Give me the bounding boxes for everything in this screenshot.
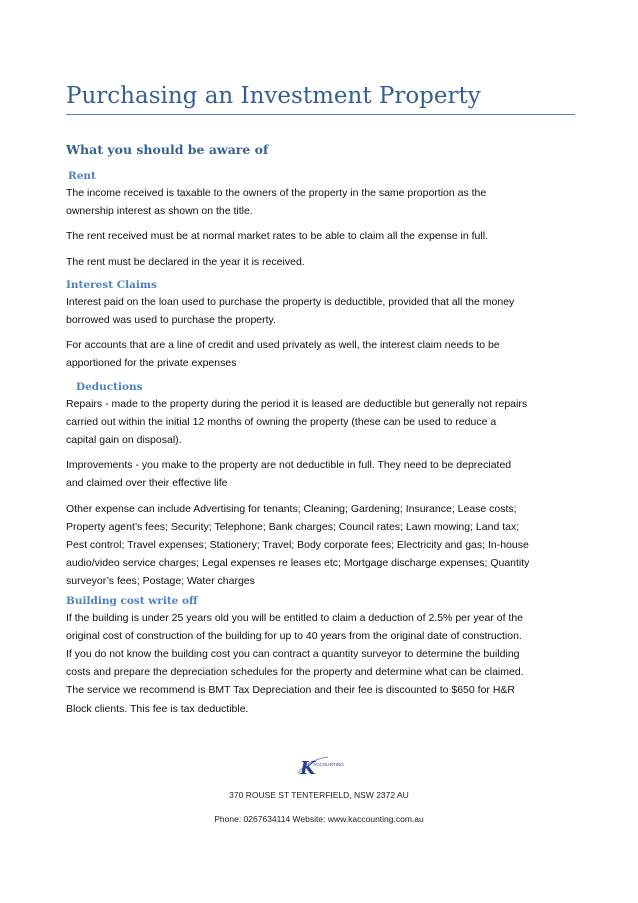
text-line: costs and prepare the depreciation schedules for the property and determine what can be claimed. xyxy=(66,666,524,679)
text-line: ownership interest as shown on the title. xyxy=(66,205,253,218)
text-line: Block clients. This fee is tax deductible. xyxy=(66,702,249,715)
text-line: and claimed over their effective life xyxy=(66,477,228,490)
building-heading: Building cost write off xyxy=(66,594,198,607)
text-line: Interest paid on the loan used to purchase the property is deductible, provided that all the money xyxy=(66,295,515,308)
footer-contact: Phone: 0267634114 Website: www.kaccounting.com.au xyxy=(214,814,424,824)
deductions-paragraph-3 xyxy=(66,500,566,591)
k-accounting-logo xyxy=(292,752,354,778)
building-paragraph xyxy=(66,609,566,718)
rent-section xyxy=(66,169,566,271)
text-line: The income received is taxable to the owners of the property in the same proportion as the xyxy=(66,187,487,199)
page-title: Purchasing an Investment Property xyxy=(66,83,481,109)
text-line: Repairs - made to the property during the period it is leased are deductible but generally not repairs xyxy=(66,397,528,410)
text-line: If the building is under 25 years old you will be entitled to claim a deduction of 2.5% per year of the xyxy=(66,611,524,624)
deductions-paragraph-2 xyxy=(66,456,566,492)
document-body xyxy=(66,141,566,718)
title-underline xyxy=(66,114,575,115)
text-line: carried out within the initial 12 months of owning the property (these can be used to reduce a xyxy=(66,415,497,428)
building-section xyxy=(66,594,566,718)
rent-heading: Rent xyxy=(68,170,96,182)
text-line: Pest control; Travel expenses; Stationery; Travel; Body corporate fees; Electricity and gas; In-house xyxy=(66,539,529,552)
text-line: The service we recommend is BMT Tax Depreciation and their fee is discounted to $650 for H&R xyxy=(66,684,515,697)
text-line: surveyor’s fees; Postage; Water charges xyxy=(66,575,255,588)
text-line: Property agent’s fees; Security; Telephone; Bank charges; Council rates; Lawn mowing; Land tax; xyxy=(66,520,520,533)
text-line: For accounts that are a line of credit and used privately as well, the interest claim needs to be xyxy=(66,339,500,352)
interest-heading: Interest Claims xyxy=(66,278,157,291)
interest-paragraph-2 xyxy=(66,336,566,372)
section-subtitle: What you should be aware of xyxy=(66,142,269,157)
rent-paragraph-3: The rent must be declared in the year it is received. xyxy=(66,255,305,268)
text-line: borrowed was used to purchase the property. xyxy=(66,314,276,327)
rent-paragraph-2: The rent received must be at normal market rates to be able to claim all the expense in full. xyxy=(66,230,488,243)
rent-paragraph-1 xyxy=(66,184,566,220)
logo-text: ACCOUNTING xyxy=(313,762,344,767)
text-line: capital gain on disposal). xyxy=(66,434,182,447)
interest-section xyxy=(66,278,566,373)
deductions-paragraph-1 xyxy=(66,395,566,450)
footer-address: 370 ROUSE ST TENTERFIELD, NSW 2372 AU xyxy=(229,790,409,800)
text-line: If you do not know the building cost you can contract a quantity surveyor to determine the building xyxy=(66,648,520,661)
interest-paragraph-1 xyxy=(66,293,566,329)
text-line: apportioned for the private expenses xyxy=(66,357,237,370)
text-line: audio/video service charges; Legal expenses re leases etc; Mortgage discharge expenses; Quantity xyxy=(66,557,530,570)
text-line: Improvements - you make to the property are not deductible in full. They need to be depreciated xyxy=(66,459,512,472)
text-line: original cost of construction of the building for up to 40 years from the original date of construction. xyxy=(66,629,522,642)
text-line: Other expense can include Advertising for tenants; Cleaning; Gardening; Insurance; Lease costs; xyxy=(66,502,517,515)
logo-letter: K xyxy=(300,758,316,778)
deductions-section xyxy=(66,380,566,591)
deductions-heading: Deductions xyxy=(76,380,143,393)
